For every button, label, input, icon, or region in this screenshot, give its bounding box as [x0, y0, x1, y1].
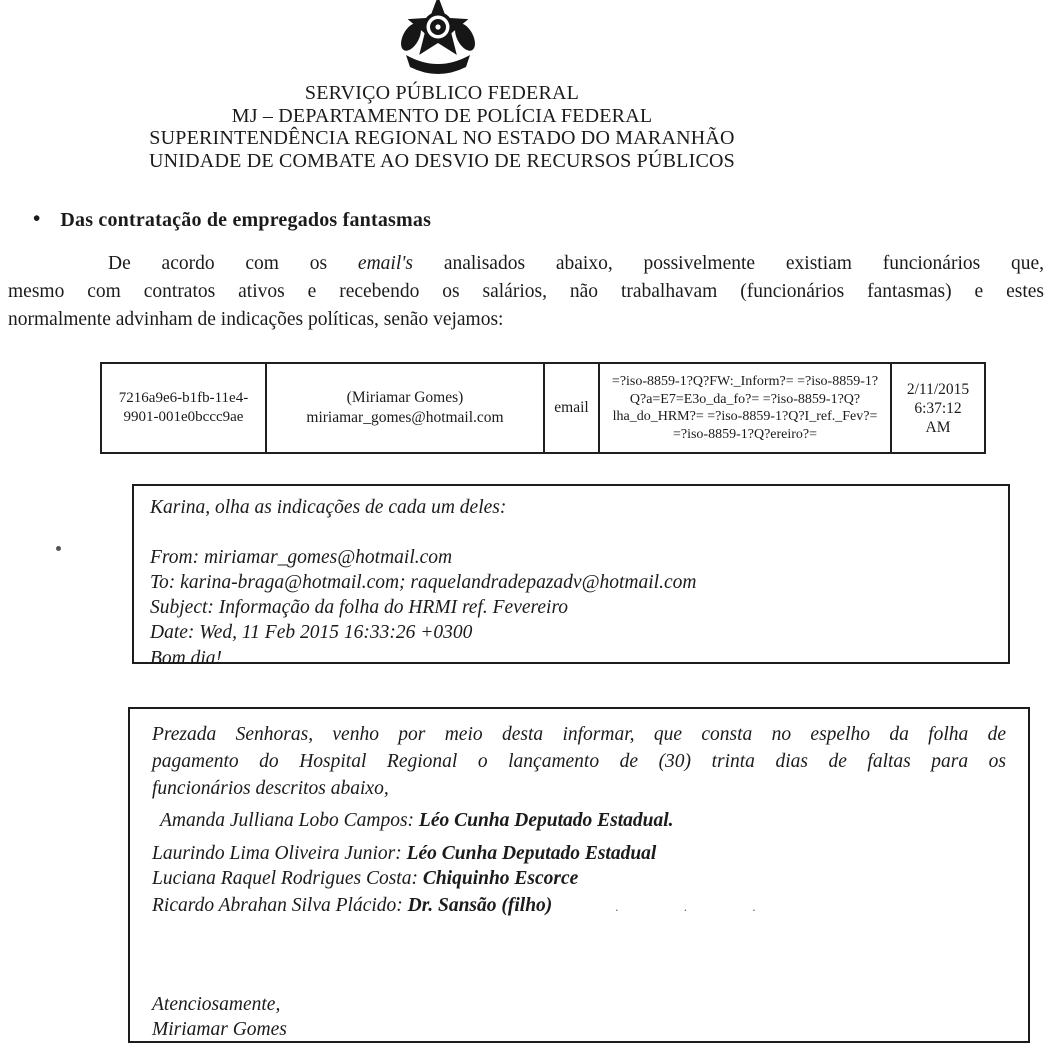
signature-line: Miriamar Gomes	[152, 1019, 287, 1040]
employee-entry	[152, 867, 1006, 891]
letterhead	[0, 82, 884, 172]
closing-line: Atenciosamente,	[152, 994, 281, 1015]
subject-line: Subject: Informação da folha do HRMI ref. Fevereiro	[150, 597, 569, 618]
employee-entry	[152, 842, 1006, 866]
patron-name: Léo Cunha Deputado Estadual.	[418, 810, 674, 831]
intro-text: analisados abaixo, possivelmente existiam funcionários que,	[443, 253, 1045, 274]
datetime-cell: 2/11/2015 6:37:12 AM	[891, 363, 985, 453]
date-line: Date: Wed, 11 Feb 2015 16:33:26 +0300	[150, 622, 473, 643]
intro-italic-word: email's	[357, 253, 414, 274]
greeting-line: Bom dia!	[150, 648, 223, 669]
email-id-cell: 7216a9e6-b1fb-11e4-9901-001e0bccc9ae	[101, 363, 266, 453]
to-line: To: karina-braga@hotmail.com; raquelandradepazadv@hotmail.com	[150, 572, 697, 593]
body-paragraph-line-2: pagamento do Hospital Regional o lançamento de (30) trinta dias de faltas para os	[152, 751, 1006, 772]
section-heading	[33, 206, 431, 232]
letterhead-line-2: MJ – DEPARTAMENTO DE POLÍCIA FEDERAL	[231, 104, 653, 127]
letterhead-line-4: UNIDADE DE COMBATE AO DESVIO DE RECURSOS PÚBLICOS	[149, 149, 735, 172]
sender-cell	[266, 363, 544, 453]
from-line: From: miriamar_gomes@hotmail.com	[150, 547, 453, 568]
table-row	[101, 363, 985, 453]
section-heading-text: Das contratação de empregados fantasmas	[60, 209, 432, 231]
employee-name: Luciana Raquel Rodrigues Costa:	[152, 868, 418, 889]
employee-name: Ricardo Abrahan Silva Plácido:	[152, 895, 403, 916]
body-paragraph-line-3: funcionários descritos abaixo,	[152, 778, 389, 799]
email-body-box	[128, 707, 1030, 1043]
closing-block	[152, 992, 1006, 1042]
letterhead-line-3: SUPERINTENDÊNCIA REGIONAL NO ESTADO DO MARANHÃO	[149, 127, 735, 149]
intro-line-2: mesmo com contratos ativos e recebendo os salários, não trabalhavam (funcionários fantasmas) e estes	[8, 281, 1044, 302]
patron-name: Léo Cunha Deputado Estadual	[406, 843, 657, 864]
brazil-coat-of-arms-logo	[386, 0, 490, 84]
scan-artifact-dots: . . .	[615, 899, 756, 914]
sender-email: miriamar_gomes@hotmail.com	[306, 409, 504, 426]
intro-line-3: normalmente advinham de indicações políticas, senão vejamos:	[8, 309, 504, 330]
letterhead-line-1: SERVIÇO PÚBLICO FEDERAL	[304, 82, 580, 104]
employee-name: Amanda Julliana Lobo Campos:	[160, 810, 415, 831]
intro-paragraph	[8, 250, 1044, 334]
salutation-line: Karina, olha as indicações de cada um deles:	[150, 497, 507, 518]
employee-entry	[152, 894, 1006, 919]
body-paragraph-line-1: Prezada Senhoras, venho por meio desta informar, que consta no espelho da folha de	[152, 724, 1006, 745]
patron-name: Dr. Sansão (filho)	[407, 895, 553, 916]
intro-line-1	[8, 250, 1044, 278]
type-cell: email	[544, 363, 599, 453]
scan-artifact-dot	[56, 546, 61, 551]
subject-cell: =?iso-8859-1?Q?FW:_Inform?= =?iso-8859-1?Q?a=E7=E3o_da_fo?= =?iso-8859-1?Q?lha_do_HRM?= =?iso-8859-1?Q?I_ref._Fev?= =?iso-8859-1?Q?ereiro?=	[599, 363, 891, 453]
employee-entry	[152, 809, 1006, 833]
email-metadata-table	[100, 362, 986, 454]
email-header-box	[132, 484, 1010, 669]
employee-name: Laurindo Lima Oliveira Junior:	[152, 843, 402, 864]
sender-name: (Miriamar Gomes)	[346, 389, 464, 406]
intro-text: De acordo com os	[108, 253, 328, 274]
bullet-marker: •	[33, 206, 41, 230]
patron-name: Chiquinho Escorce	[422, 868, 579, 889]
